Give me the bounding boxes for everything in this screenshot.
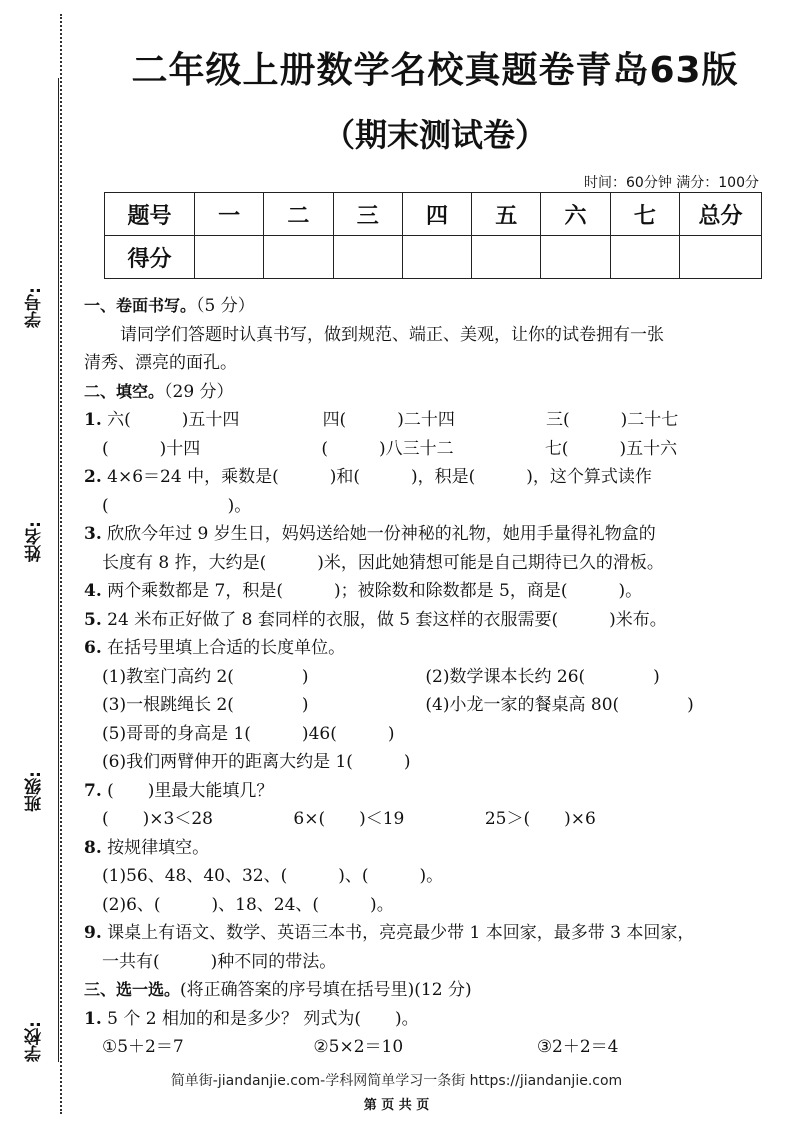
score-header-cell: 二: [264, 193, 333, 236]
student-id-rule: [58, 78, 59, 328]
exam-subtitle: （期末测试卷）: [322, 116, 547, 154]
blank-item[interactable]: 三( )二十七: [545, 410, 679, 430]
score-header-cell: 一: [195, 193, 264, 236]
question-text-cont[interactable]: 一共有( )种不同的带法。: [102, 951, 337, 972]
question-3-1-options: [84, 1033, 744, 1062]
question-number: 2.: [84, 467, 102, 487]
question-2-6-row: [84, 691, 744, 720]
question-number: 1.: [84, 410, 102, 430]
option-2[interactable]: ②5×2＝10: [313, 1037, 404, 1057]
blank-item[interactable]: ( )八三十二: [321, 438, 454, 459]
option-3[interactable]: ③2＋2＝4: [536, 1037, 619, 1057]
score-table-header-row: [105, 193, 762, 236]
blank-item[interactable]: 六( )五十四: [107, 410, 240, 430]
question-text-cont[interactable]: ( )。: [102, 495, 252, 516]
section-3-title: 三、选一选。: [84, 980, 181, 999]
question-text[interactable]: 24 米布正好做了 8 套同样的衣服，做 5 套这样的衣服需要( )米布。: [107, 609, 667, 630]
question-text: ( )里最大能填几？: [107, 780, 274, 801]
exam-content: [84, 292, 744, 1062]
question-2-6-row: [84, 663, 744, 692]
page-number: 第 页 共 页: [363, 1098, 430, 1113]
question-number: 3.: [84, 524, 102, 544]
class-label: 班级:: [25, 771, 45, 812]
score-input-cell[interactable]: [402, 236, 471, 279]
question-2-7-row: [84, 805, 744, 834]
score-header-cell: 题号: [105, 193, 195, 236]
question-3-1: [84, 1005, 744, 1034]
question-text: 在括号里填上合适的长度单位。: [107, 638, 346, 658]
blank-item[interactable]: (1)教室门高约 2( ): [102, 666, 309, 687]
question-2-8: [84, 834, 744, 863]
score-input-cell[interactable]: [610, 236, 679, 279]
blank-item[interactable]: ( )十四: [102, 438, 201, 459]
school-label: 学校:: [25, 1021, 45, 1062]
question-2-9: [84, 919, 744, 948]
section-1-text-line: 请同学们答题时认真书写，做到规范、端正、美观，让你的试卷拥有一张: [120, 324, 664, 345]
question-2-4: [84, 577, 744, 606]
section-2-title: 二、填空。: [84, 381, 165, 401]
score-table-score-row: [105, 236, 762, 279]
section-1-title: 一、卷面书写。: [84, 296, 197, 315]
blank-item[interactable]: ( )×3＜28: [102, 809, 213, 829]
blank-item[interactable]: 6×( )＜19: [293, 809, 405, 829]
blank-item[interactable]: (2)6、( )、18、24、( )。: [102, 894, 394, 915]
score-header-cell: 三: [333, 193, 402, 236]
question-number: 4.: [84, 581, 102, 601]
student-id-label: 学号:: [25, 287, 45, 328]
question-number: 1.: [84, 1008, 102, 1029]
time-info: 时间：60分钟 满分：100分: [584, 175, 759, 191]
binding-line: [60, 14, 62, 1114]
blank-item[interactable]: (3)一根跳绳长 2( ): [102, 695, 309, 715]
score-header-cell: 七: [610, 193, 679, 236]
score-header-cell: 五: [472, 193, 541, 236]
score-input-cell[interactable]: [264, 236, 333, 279]
section-1-text-line: 清秀、漂亮的面孔。: [84, 353, 237, 373]
question-text-cont[interactable]: 长度有 8 拃，大约是( )米，因此她猜想可能是自己期待已久的滑板。: [102, 552, 664, 573]
section-2-points: （29 分）: [164, 381, 234, 402]
question-2-1: [84, 406, 744, 435]
question-text: 欣欣今年过 9 岁生日，妈妈送给她一份神秘的礼物，她用手量得礼物盒的: [107, 524, 656, 544]
section-1-heading: [84, 292, 744, 321]
question-text[interactable]: 5 个 2 相加的和是多少？ 列式为( )。: [107, 1008, 419, 1029]
class-rule: [58, 562, 59, 812]
score-input-cell[interactable]: [195, 236, 264, 279]
section-3-heading: [84, 976, 744, 1005]
question-number: 6.: [84, 638, 102, 658]
class-field[interactable]: [18, 562, 58, 812]
question-number: 7.: [84, 780, 102, 801]
score-input-cell[interactable]: [472, 236, 541, 279]
blank-item[interactable]: (6)我们两臂伸开的距离大约是 1( ): [102, 752, 411, 772]
question-2-3: [84, 520, 744, 549]
blank-item[interactable]: 四( )二十四: [322, 410, 455, 430]
score-input-cell[interactable]: [333, 236, 402, 279]
blank-item[interactable]: (2)数学课本长约 26( ): [425, 666, 660, 687]
option-1[interactable]: ①5＋2＝7: [102, 1037, 184, 1057]
section-1-points: （5 分）: [196, 296, 255, 316]
name-label: 姓名:: [25, 521, 45, 562]
score-row-label: 得分: [105, 236, 195, 279]
name-rule: [58, 312, 59, 562]
question-text: 课桌上有语文、数学、英语三本书，亮亮最少带 1 本回家，最多带 3 本回家，: [107, 923, 695, 943]
question-2-7: [84, 777, 744, 806]
score-input-cell[interactable]: [680, 236, 762, 279]
score-header-cell: 六: [541, 193, 610, 236]
question-text[interactable]: 4×6＝24 中，乘数是( )和( )，积是( )，这个算式读作: [107, 467, 652, 487]
student-id-field[interactable]: [18, 78, 58, 328]
score-table: [104, 192, 762, 279]
section-2-heading: [84, 378, 744, 407]
school-rule: [58, 812, 59, 1062]
blank-item[interactable]: (1)56、48、40、32、( )、( )。: [102, 866, 444, 886]
score-header-cell: 总分: [680, 193, 762, 236]
question-2-6: [84, 634, 744, 663]
question-2-2: [84, 463, 744, 492]
question-number: 5.: [84, 609, 102, 630]
blank-item[interactable]: 七( )五十六: [544, 438, 678, 459]
name-field[interactable]: [18, 312, 58, 562]
blank-item[interactable]: 25＞( )×6: [484, 809, 596, 829]
question-text[interactable]: 两个乘数都是 7，积是( )；被除数和除数都是 5，商是( )。: [107, 581, 643, 601]
question-2-5: [84, 606, 744, 635]
footer-watermark-text: 简单街-jiandanjie.com-学科网简单学习一条街 https://jiandanjie.com: [170, 1073, 623, 1089]
question-number: 9.: [84, 923, 102, 943]
question-number: 8.: [84, 837, 102, 858]
question-text: 按规律填空。: [107, 837, 210, 858]
school-field[interactable]: [18, 812, 58, 1062]
score-input-cell[interactable]: [541, 236, 610, 279]
section-3-points: (将正确答案的序号填在括号里)(12 分): [180, 980, 472, 1000]
blank-item[interactable]: (5)哥哥的身高是 1( )46( ): [102, 723, 395, 744]
score-header-cell: 四: [402, 193, 471, 236]
exam-title: 二年级上册数学名校真题卷青岛63版: [131, 50, 739, 91]
question-2-1-row2: [84, 435, 744, 464]
blank-item[interactable]: (4)小龙一家的餐桌高 80( ): [425, 695, 694, 715]
